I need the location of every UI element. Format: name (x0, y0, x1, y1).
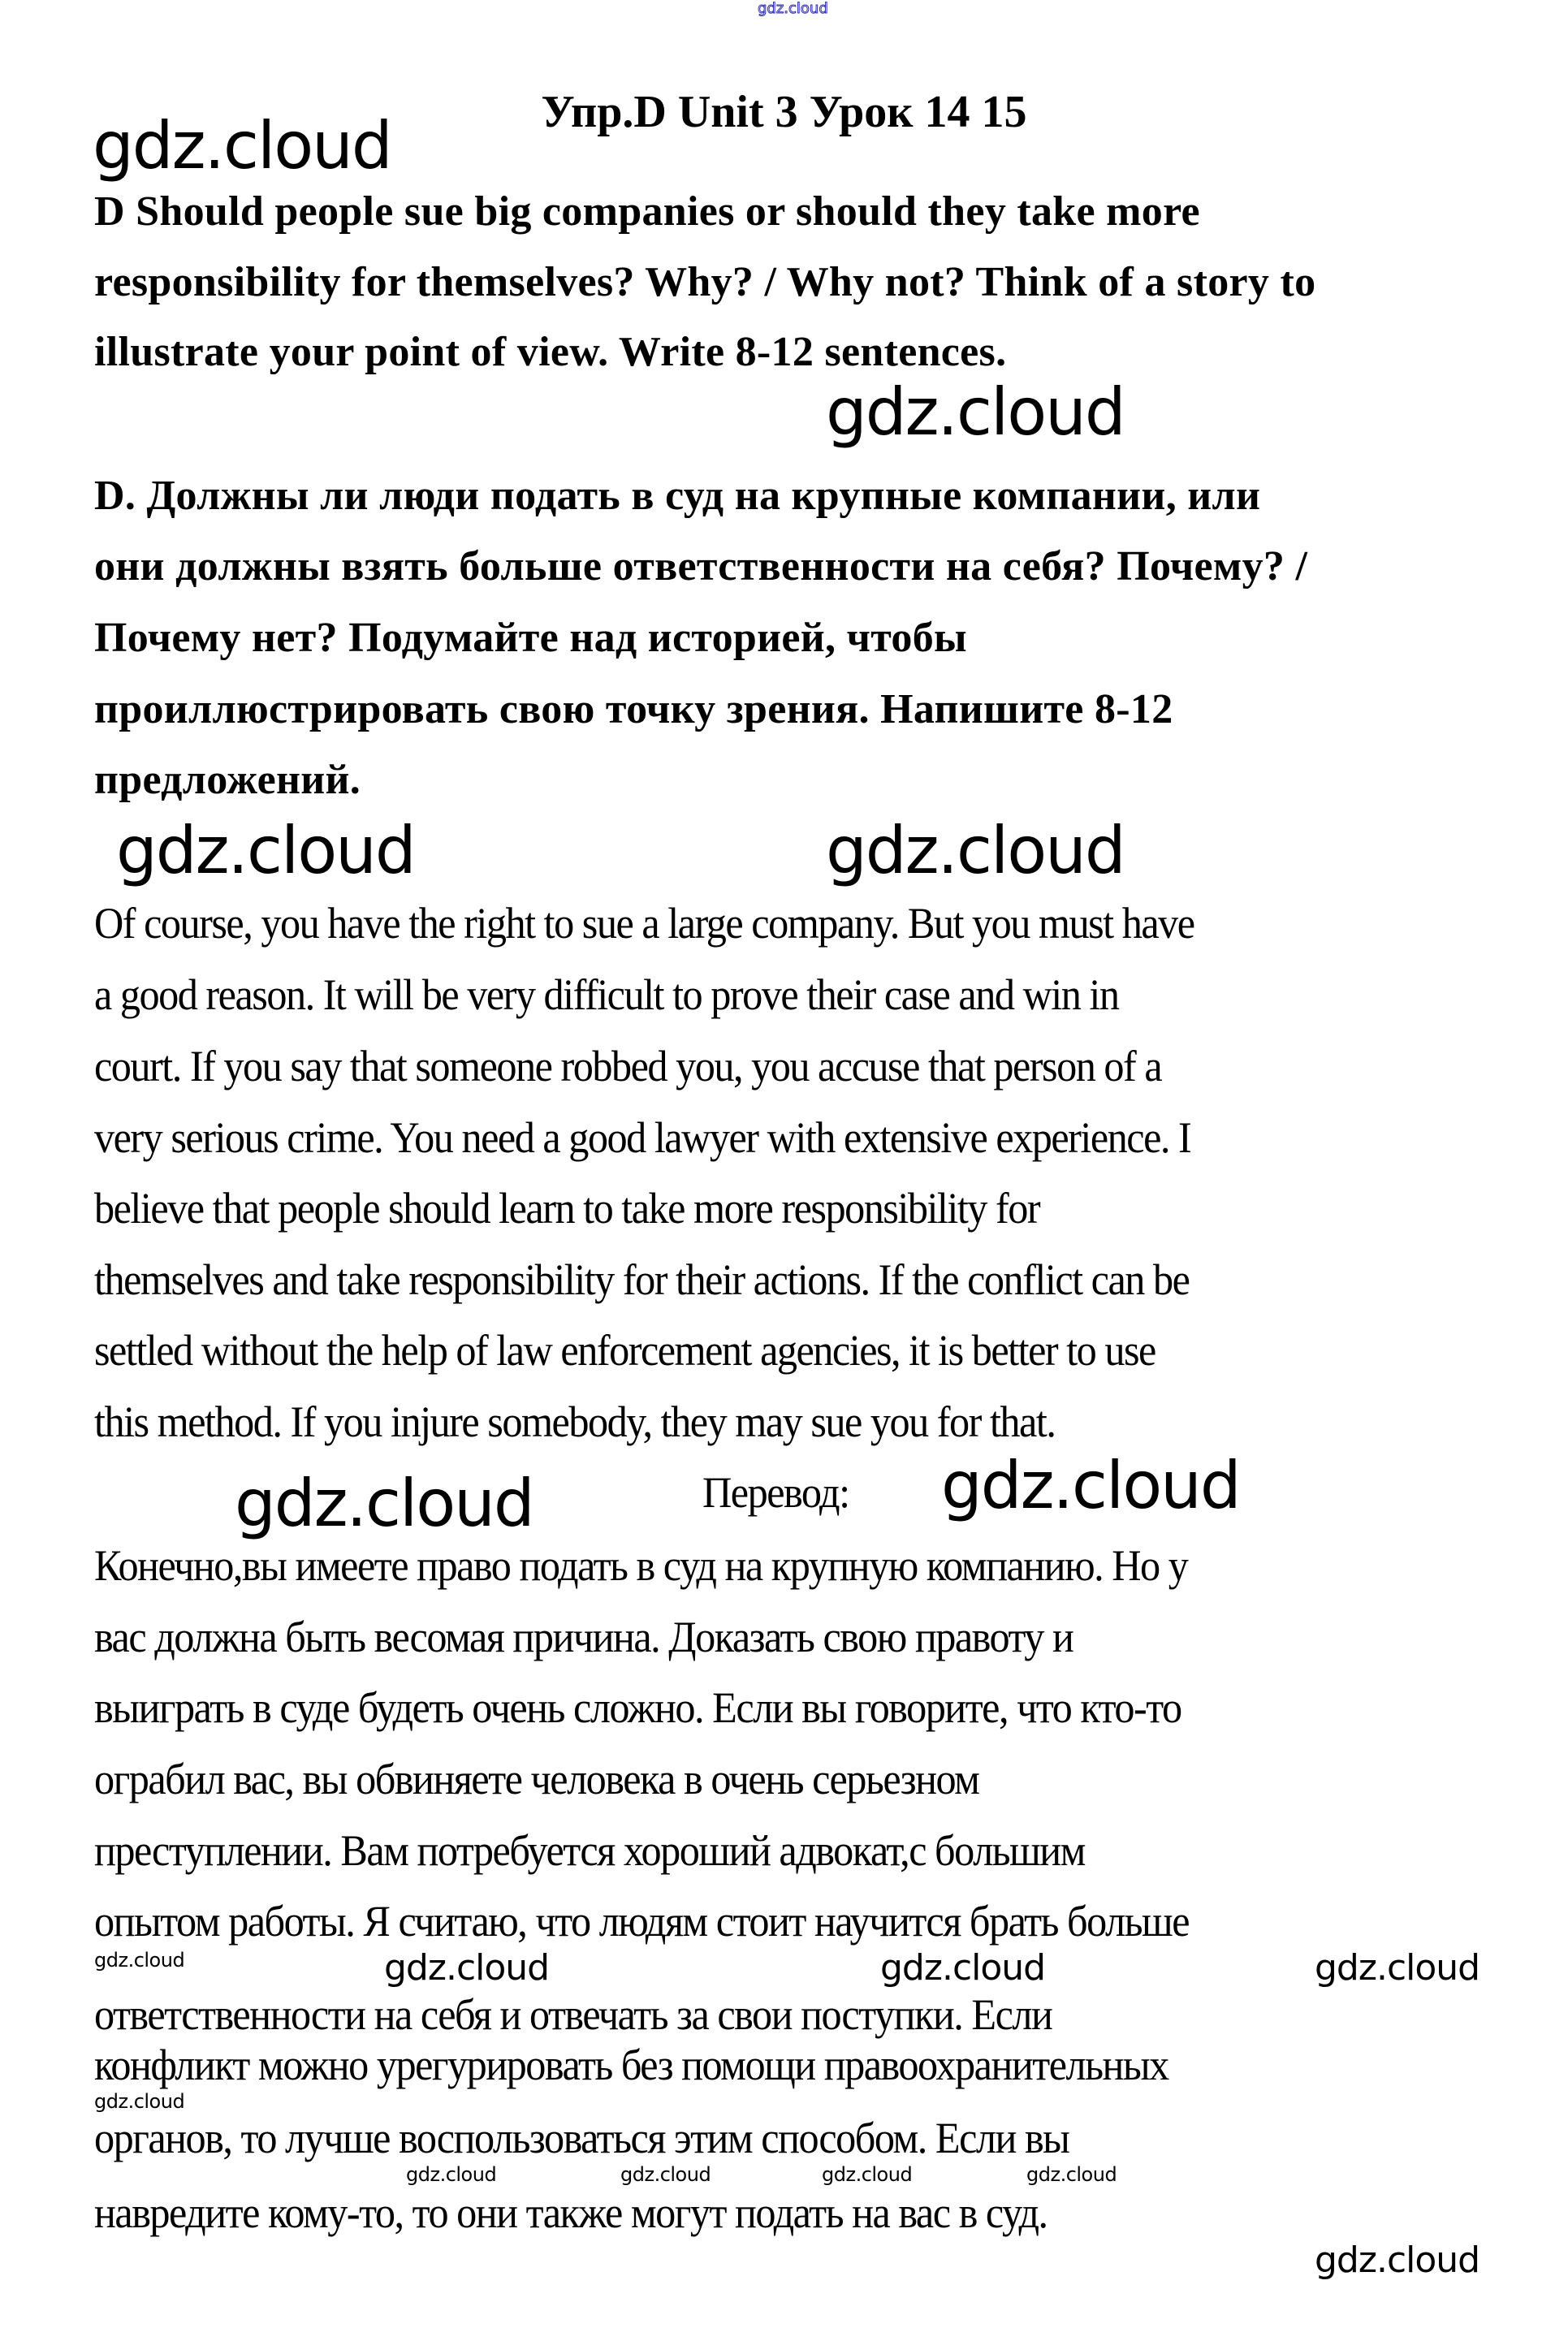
page-title: Упр.D Unit 3 Урок 14 15 (541, 87, 1027, 137)
answer-ru-line: ответственности на себя и отвечать за свои поступки. Если (94, 1990, 1052, 2039)
question-ru-line: они должны взять больше ответственности на себя? Почему? / (94, 543, 1308, 590)
question-ru-line: проиллюстрировать свою точку зрения. Напишите 8-12 (94, 686, 1173, 732)
watermark: gdz.cloud (1315, 2239, 1480, 2281)
answer-ru-line: выиграть в суде будеть очень сложно. Если вы говорите, что кто-то (94, 1683, 1181, 1732)
answer-ru-line: ограбил вас, вы обвиняете человека в очень серьезном (94, 1755, 979, 1803)
question-ru-line: Почему нет? Подумайте над историей, чтобы (94, 615, 967, 661)
watermark: gdz.cloud (93, 108, 391, 184)
watermark: gdz.cloud (822, 2163, 913, 2186)
answer-en-line: this method. If you injure somebody, they may sue you for that. (94, 1397, 1056, 1446)
answer-en-line: settled without the help of law enforcement agencies, it is better to use (94, 1326, 1155, 1375)
question-ru-line: D. Должны ли люди подать в суд на крупные компании, или (94, 473, 1261, 519)
watermark-top: gdz.cloud (758, 0, 828, 17)
answer-en-line: believe that people should learn to take more responsibility for (94, 1184, 1040, 1233)
answer-ru-line: Конечно,вы имеете право подать в суд на крупную компанию. Но у (94, 1541, 1188, 1590)
watermark: gdz.cloud (94, 2090, 185, 2113)
answer-en-line: themselves and take responsibility for their actions. If the conflict can be (94, 1255, 1190, 1304)
watermark: gdz.cloud (116, 813, 415, 888)
answer-ru-line: органов, то лучше воспользоваться этим способом. Если вы (94, 2114, 1069, 2162)
answer-en-line: court. If you say that someone robbed you, you accuse that person of a (94, 1042, 1162, 1091)
answer-en-line: a good reason. It will be very difficult to prove their case and win in (94, 970, 1119, 1019)
watermark: gdz.cloud (620, 2163, 711, 2186)
answer-ru-line: конфликт можно урегурировать без помощи правоохранительных (94, 2041, 1168, 2089)
translation-label: Перевод: (702, 1468, 849, 1517)
answer-ru-line: опытом работы. Я считаю, что людям стоит научится брать больше (94, 1897, 1190, 1946)
watermark: gdz.cloud (1026, 2163, 1117, 2186)
watermark: gdz.cloud (406, 2163, 497, 2186)
answer-ru-line: вас должна быть весомая причина. Доказать свою правоту и (94, 1613, 1073, 1661)
watermark: gdz.cloud (826, 813, 1125, 888)
answer-ru-line: преступлении. Вам потребуется хороший адвокат,с большим (94, 1826, 1085, 1875)
answer-en-line: very serious crime. You need a good lawyer with extensive experience. I (94, 1113, 1191, 1162)
watermark: gdz.cloud (941, 1448, 1240, 1523)
watermark: gdz.cloud (826, 374, 1125, 450)
answer-ru-line: навредите кому-то, то они также могут подать на вас в суд. (94, 2188, 1047, 2237)
question-en-line: responsibility for themselves? Why? / Why not? Think of a story to (94, 259, 1316, 305)
watermark: gdz.cloud (880, 1947, 1046, 1989)
watermark: gdz.cloud (94, 1949, 185, 1972)
question-en-line: illustrate your point of view. Write 8-12 sentences. (94, 329, 1007, 375)
question-en-line: D Should people sue big companies or should they take more (94, 188, 1200, 235)
question-ru-line: предложений. (94, 757, 361, 803)
watermark: gdz.cloud (384, 1947, 550, 1989)
watermark: gdz.cloud (235, 1466, 533, 1541)
answer-en-line: Of course, you have the right to sue a large company. But you must have (94, 899, 1194, 948)
watermark: gdz.cloud (1315, 1947, 1480, 1989)
